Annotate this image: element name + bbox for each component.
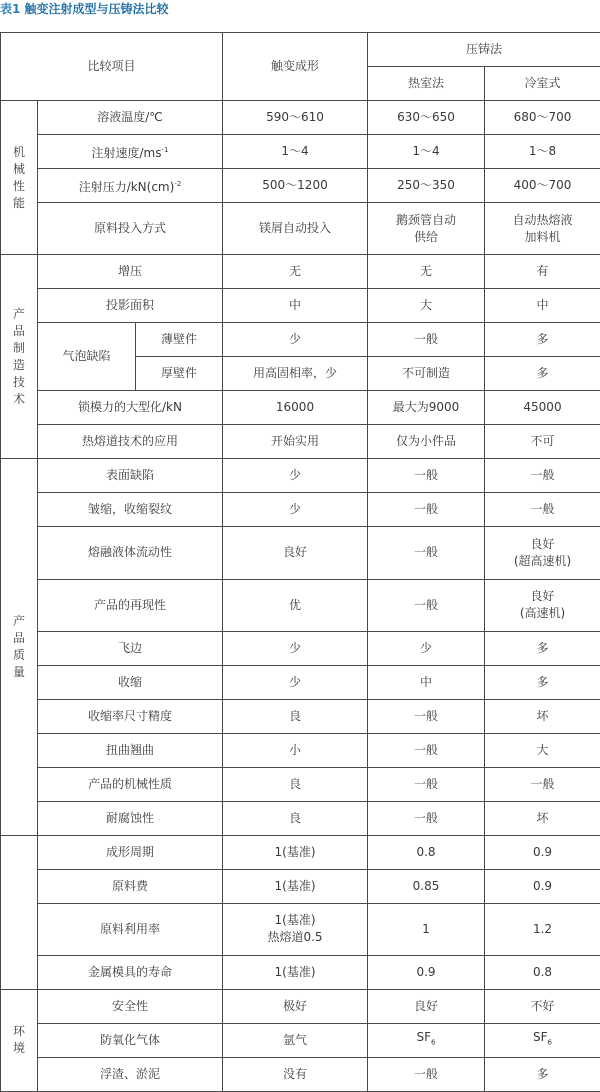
cell-cold: 坏 xyxy=(485,699,600,733)
cell-hot: 一般 xyxy=(368,459,485,493)
header-hot: 热室法 xyxy=(368,67,485,101)
cell-hot: $SF_6$ xyxy=(368,1023,485,1057)
cell-cold: 大 xyxy=(485,733,600,767)
table-row xyxy=(1,391,600,425)
cell-cold: 多 xyxy=(485,1057,600,1091)
row-label: 增压 xyxy=(38,255,223,289)
cell-hot: 一般 xyxy=(368,767,485,801)
table-row xyxy=(1,699,600,733)
cell-cold: 多 xyxy=(485,323,600,357)
cell-cold: 有 xyxy=(485,255,600,289)
cell-hot: 不可制造 xyxy=(368,357,485,391)
table-row xyxy=(1,527,600,579)
cell-cold: 1.2 xyxy=(485,903,600,955)
cell-hot: 630～650 xyxy=(368,101,485,135)
cell-thixo: 1(基准) 热熔道0.5 xyxy=(223,903,368,955)
table-row xyxy=(1,733,600,767)
cell-hot: 一般 xyxy=(368,699,485,733)
cell-thixo: 1(基准) xyxy=(223,955,368,989)
table-row xyxy=(1,1057,600,1091)
table-row xyxy=(1,101,600,135)
table-row xyxy=(1,459,600,493)
row-label: 原料利用率 xyxy=(38,903,223,955)
cell-cold: 中 xyxy=(485,289,600,323)
cell-thixo: 1～4 xyxy=(223,135,368,169)
cell-cold: $SF_6$ xyxy=(485,1023,600,1057)
cell-cold: 多 xyxy=(485,665,600,699)
cell-hot: 一般 xyxy=(368,527,485,579)
row-label: 收缩率尺寸精度 xyxy=(38,699,223,733)
table-row xyxy=(1,425,600,459)
row-label: 安全性 xyxy=(38,989,223,1023)
row-label: 皱缩，收缩裂纹 xyxy=(38,493,223,527)
table-row xyxy=(1,169,600,203)
cell-thixo: 16000 xyxy=(223,391,368,425)
cell-thixo: 中 xyxy=(223,289,368,323)
cell-cold: 坏 xyxy=(485,801,600,835)
row-label: 原料投入方式 xyxy=(38,203,223,255)
cell-thixo: 开始实用 xyxy=(223,425,368,459)
cell-thixo: 用高固相率，少 xyxy=(223,357,368,391)
row-label: 收缩 xyxy=(38,665,223,699)
table-row xyxy=(1,135,600,169)
cell-cold: 400～700 xyxy=(485,169,600,203)
cell-thixo: 无 xyxy=(223,255,368,289)
row-label: 热熔道技术的应用 xyxy=(38,425,223,459)
cell-hot: 一般 xyxy=(368,323,485,357)
cell-thixo: 少 xyxy=(223,323,368,357)
table-row xyxy=(1,631,600,665)
cell-thixo: 1(基准) xyxy=(223,869,368,903)
row-label: 飞边 xyxy=(38,631,223,665)
row-label: 产品的机械性质 xyxy=(38,767,223,801)
cell-thixo: 少 xyxy=(223,459,368,493)
row-label: 扭曲翘曲 xyxy=(38,733,223,767)
row-label: 投影面积 xyxy=(38,289,223,323)
cell-hot: 一般 xyxy=(368,801,485,835)
row-label-bubble: 气泡缺陷 xyxy=(38,323,136,391)
table-row xyxy=(1,1023,600,1057)
table-row xyxy=(1,665,600,699)
cell-hot: 1 xyxy=(368,903,485,955)
cell-hot: 鹅颈管自动 供给 xyxy=(368,203,485,255)
cell-hot: 无 xyxy=(368,255,485,289)
table-row xyxy=(1,767,600,801)
cell-thixo: 少 xyxy=(223,665,368,699)
cell-hot: 0.9 xyxy=(368,955,485,989)
cell-thixo: 优 xyxy=(223,579,368,631)
row-label: 表面缺陷 xyxy=(38,459,223,493)
table-row xyxy=(1,955,600,989)
row-label: 注射速度$/ms^{-1}$ xyxy=(38,135,223,169)
table-row xyxy=(1,989,600,1023)
table-row xyxy=(1,869,600,903)
row-label: 金属模具的寿命 xyxy=(38,955,223,989)
table-row xyxy=(1,203,600,255)
table-row xyxy=(1,579,600,631)
cell-hot: 250～350 xyxy=(368,169,485,203)
cell-hot: 良好 xyxy=(368,989,485,1023)
row-label: 熔融液体流动性 xyxy=(38,527,223,579)
cell-hot: 最大为9000 xyxy=(368,391,485,425)
cell-cold: 良好 (高速机) xyxy=(485,579,600,631)
cell-cold: 一般 xyxy=(485,459,600,493)
category-mech: 机 械 性 能 xyxy=(1,101,38,255)
cell-thixo: 少 xyxy=(223,493,368,527)
cell-cold: 一般 xyxy=(485,493,600,527)
category-cost xyxy=(1,835,38,989)
cell-thixo: 没有 xyxy=(223,1057,368,1091)
row-sublabel: 厚壁件 xyxy=(136,357,223,391)
table-row xyxy=(1,289,600,323)
row-label: 耐腐蚀性 xyxy=(38,801,223,835)
cell-hot: 一般 xyxy=(368,579,485,631)
category-quality: 产 品 质 量 xyxy=(1,459,38,835)
cell-cold: 不可 xyxy=(485,425,600,459)
cell-cold: 0.8 xyxy=(485,955,600,989)
row-label: 成形周期 xyxy=(38,835,223,869)
cell-hot: 1～4 xyxy=(368,135,485,169)
cell-cold: 良好 (超高速机) xyxy=(485,527,600,579)
table-row xyxy=(1,255,600,289)
header-thixo: 触变成形 xyxy=(223,33,368,101)
cell-cold: 一般 xyxy=(485,767,600,801)
cell-hot: 中 xyxy=(368,665,485,699)
cell-cold: 0.9 xyxy=(485,869,600,903)
row-label: 注射压力/kN(cm)$^{-2}$ xyxy=(38,169,223,203)
cell-cold: 自动热熔液 加料机 xyxy=(485,203,600,255)
cell-cold: 不好 xyxy=(485,989,600,1023)
cell-thixo: 良 xyxy=(223,801,368,835)
table-row xyxy=(1,801,600,835)
cell-hot: 0.85 xyxy=(368,869,485,903)
comparison-table xyxy=(0,32,600,1092)
cell-thixo: 极好 xyxy=(223,989,368,1023)
cell-thixo: 良 xyxy=(223,699,368,733)
table-row xyxy=(1,903,600,955)
category-env: 环 境 xyxy=(1,989,38,1091)
cell-thixo: 少 xyxy=(223,631,368,665)
caption-title: 触变注射成型与压铸法比较 xyxy=(20,2,169,16)
cell-thixo: 500～1200 xyxy=(223,169,368,203)
row-sublabel: 薄壁件 xyxy=(136,323,223,357)
cell-thixo: 良好 xyxy=(223,527,368,579)
cell-cold: 多 xyxy=(485,631,600,665)
cell-hot: 一般 xyxy=(368,1057,485,1091)
cell-thixo: 1(基准) xyxy=(223,835,368,869)
cell-cold: 多 xyxy=(485,357,600,391)
cell-hot: 0.8 xyxy=(368,835,485,869)
header-diecast: 压铸法 xyxy=(368,33,600,67)
cell-thixo: 氩气 xyxy=(223,1023,368,1057)
cell-cold: 1～8 xyxy=(485,135,600,169)
header-row-1 xyxy=(1,33,600,67)
cell-thixo: 镁屑自动投入 xyxy=(223,203,368,255)
cell-thixo: 590～610 xyxy=(223,101,368,135)
row-label: 浮渣、淤泥 xyxy=(38,1057,223,1091)
cell-cold: 0.9 xyxy=(485,835,600,869)
table-row xyxy=(1,835,600,869)
category-mfg: 产 品 制 造 技 术 xyxy=(1,255,38,459)
cell-hot: 仅为小件品 xyxy=(368,425,485,459)
cell-cold: 45000 xyxy=(485,391,600,425)
cell-hot: 一般 xyxy=(368,733,485,767)
cell-hot: 大 xyxy=(368,289,485,323)
header-cold: 冷室式 xyxy=(485,67,600,101)
table-row xyxy=(1,493,600,527)
row-label: 锁模力的大型化/kN xyxy=(38,391,223,425)
row-label: 原料费 xyxy=(38,869,223,903)
cell-thixo: 小 xyxy=(223,733,368,767)
row-label: 防氧化气体 xyxy=(38,1023,223,1057)
cell-hot: 一般 xyxy=(368,493,485,527)
cell-cold: 680～700 xyxy=(485,101,600,135)
header-item: 比较项目 xyxy=(1,33,223,101)
cell-thixo: 良 xyxy=(223,767,368,801)
table-caption xyxy=(0,0,169,22)
cell-hot: 少 xyxy=(368,631,485,665)
table-row xyxy=(1,323,600,357)
caption-label: 表1 xyxy=(0,2,21,16)
row-label: 产品的再现性 xyxy=(38,579,223,631)
row-label: 溶液温度/℃ xyxy=(38,101,223,135)
